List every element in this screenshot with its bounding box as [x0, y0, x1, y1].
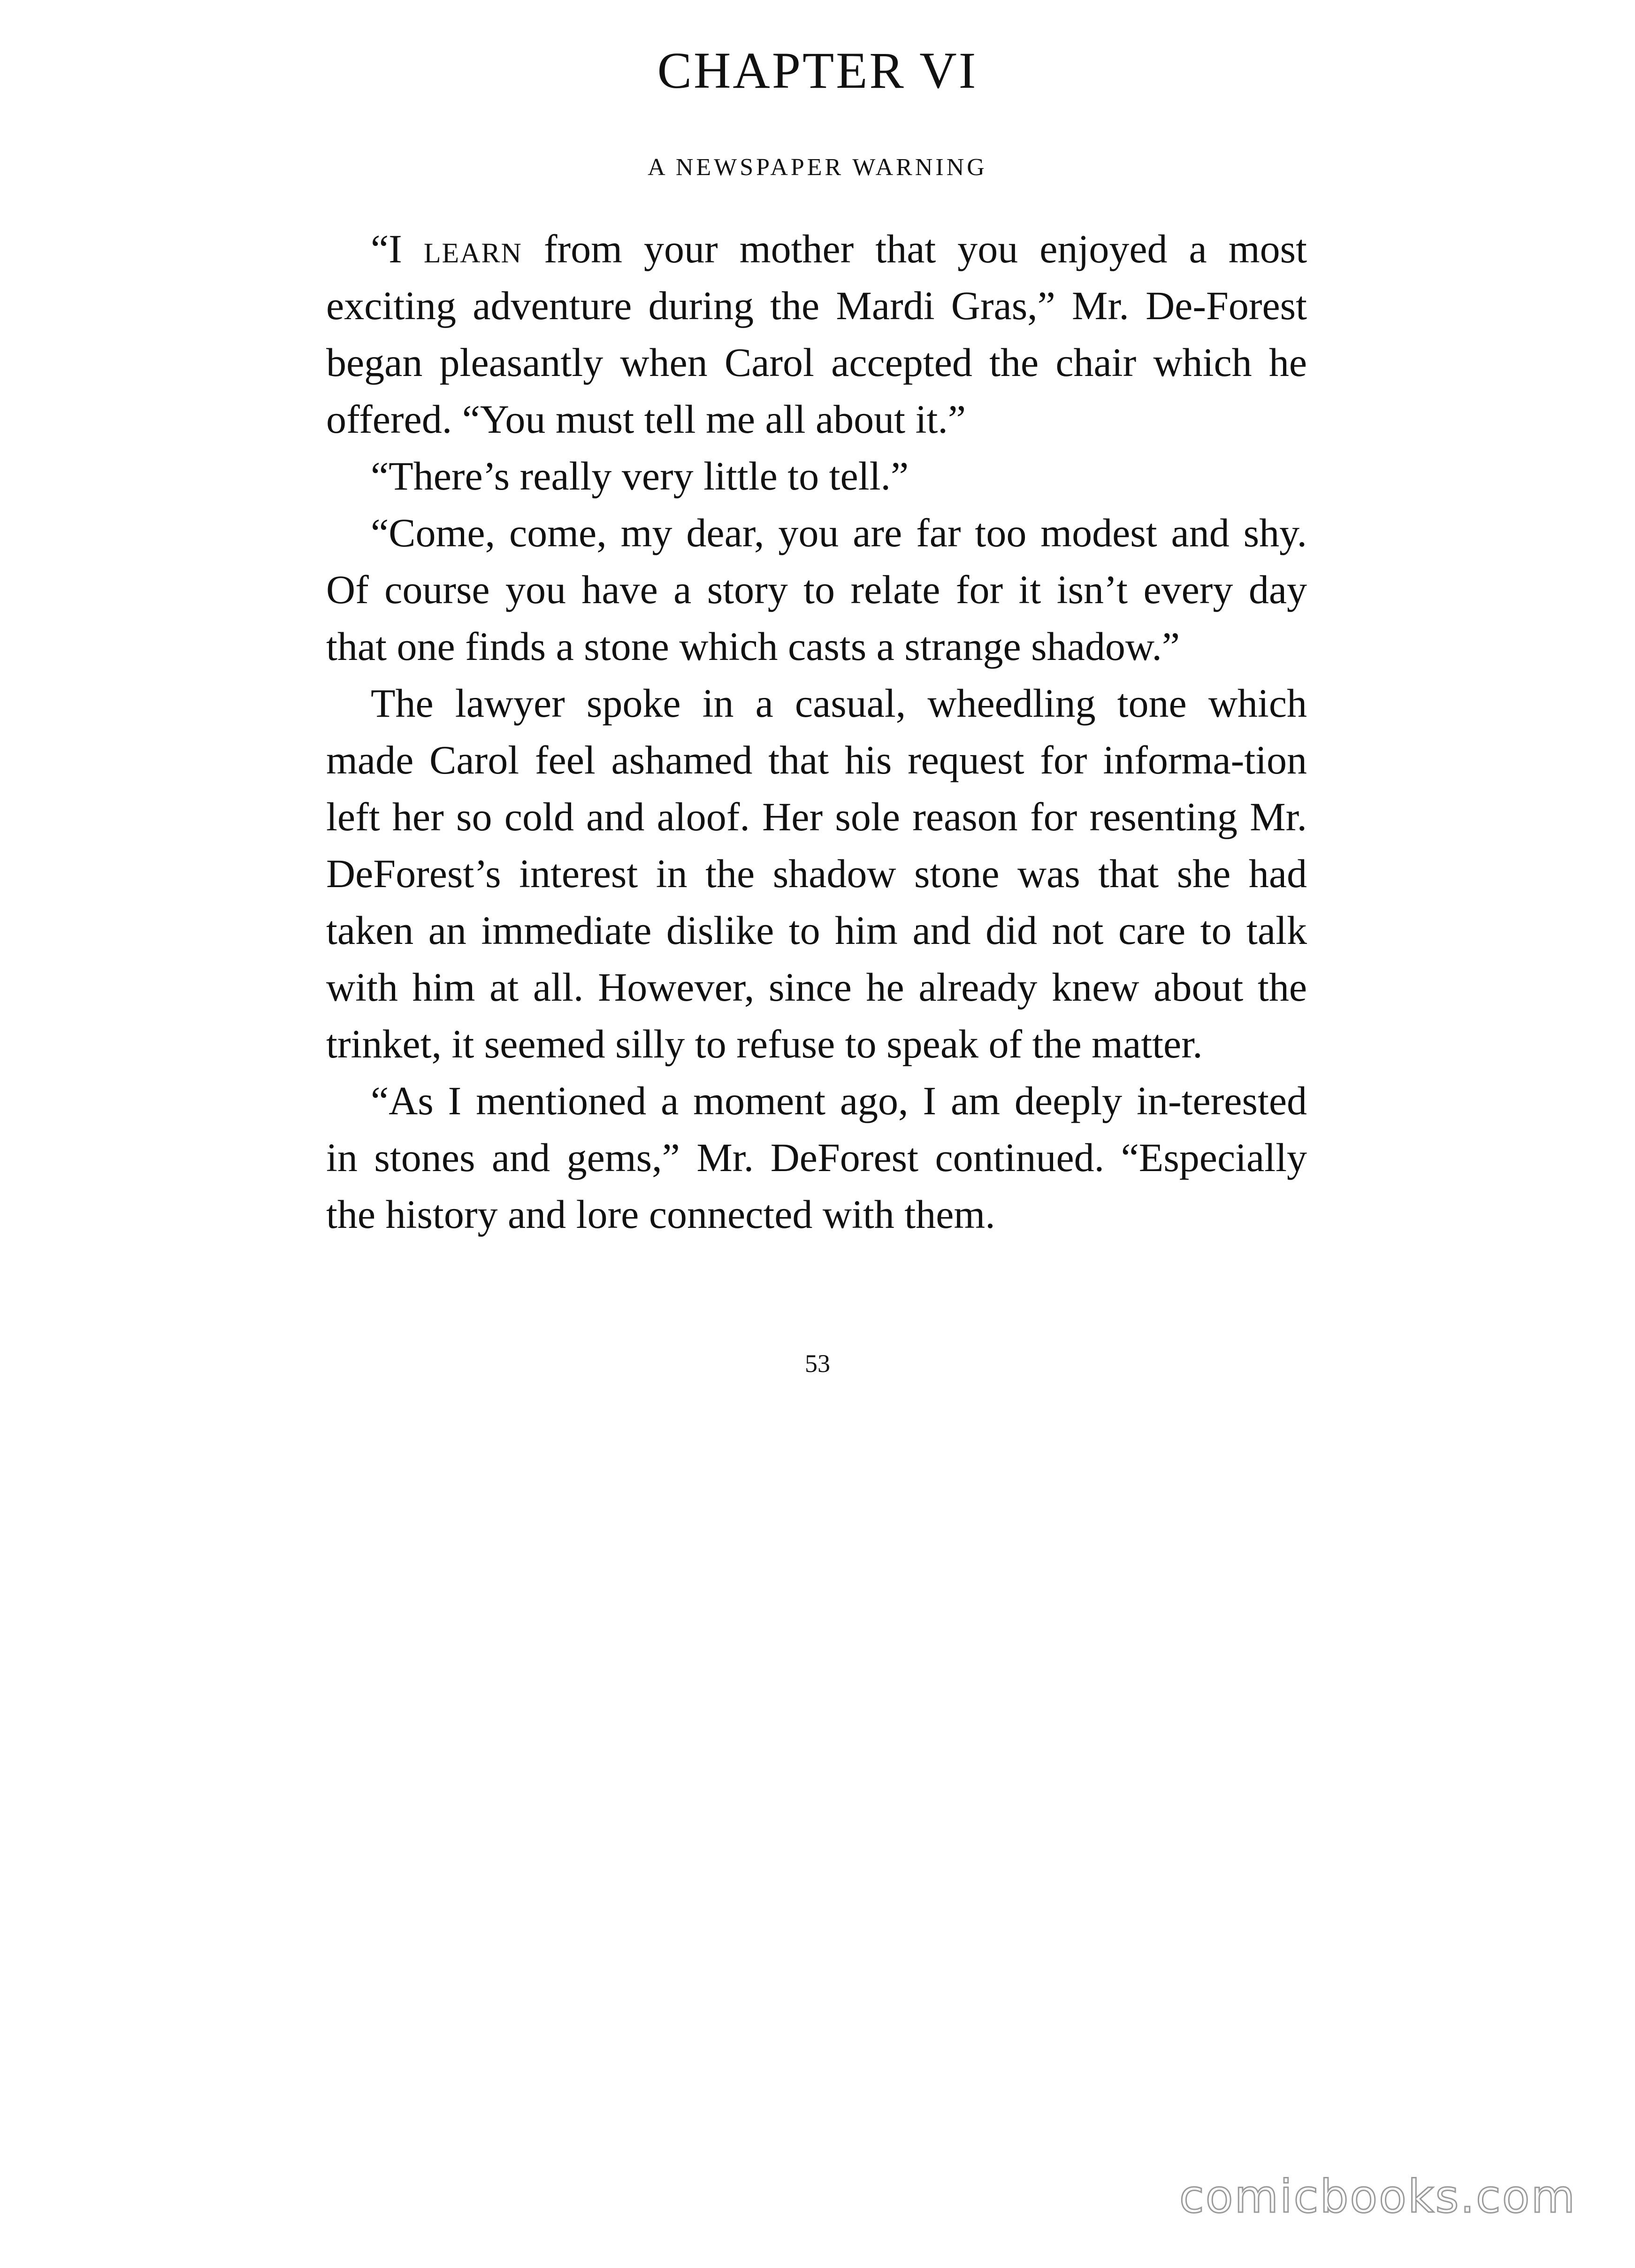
chapter-subtitle: A NEWSPAPER WARNING	[648, 154, 987, 181]
paragraph	[326, 1073, 1307, 1243]
body-text	[326, 221, 1307, 1243]
paragraph	[326, 221, 1307, 448]
paragraph	[326, 675, 1307, 1073]
paragraph-text: “As I mentioned a moment ago, I am deeply in-terested in stones and gems,” Mr. DeForest continued. “Especially the history and lore connected with them.	[326, 1078, 1307, 1237]
paragraph	[326, 505, 1307, 675]
paragraph-text: “Come, come, my dear, you are far too modest and shy. Of course you have a story to relate for it isn’t every day that one finds a stone which casts a strange shadow.”	[326, 510, 1307, 669]
watermark: comicbooks.com	[1179, 2170, 1576, 2223]
page-number: 53	[805, 1349, 830, 1378]
paragraph-text: from your mother that you enjoyed a most exciting adventure during the Mardi Gras,” Mr. De-Forest began pleasantly when Carol accepted the chair which he offered. “You must tell me all about it.”	[326, 226, 1307, 442]
paragraph-lead-quote: “I	[371, 226, 424, 271]
paragraph-text: The lawyer spoke in a casual, wheedling tone which made Carol feel ashamed that his request for informa-tion left her so cold and aloof. Her sole reason for resenting Mr. DeForest’s interest in the shadow stone was that she had taken an immediate dislike to him and did not care to talk with him at all. However, since he already knew about the trinket, it seemed silly to refuse to speak of the matter.	[326, 681, 1307, 1066]
paragraph-lead-smallcaps: learn	[423, 226, 522, 271]
paragraph	[326, 448, 1307, 505]
paragraph-text: “There’s really very little to tell.”	[371, 453, 909, 498]
chapter-title: CHAPTER VI	[657, 42, 978, 99]
